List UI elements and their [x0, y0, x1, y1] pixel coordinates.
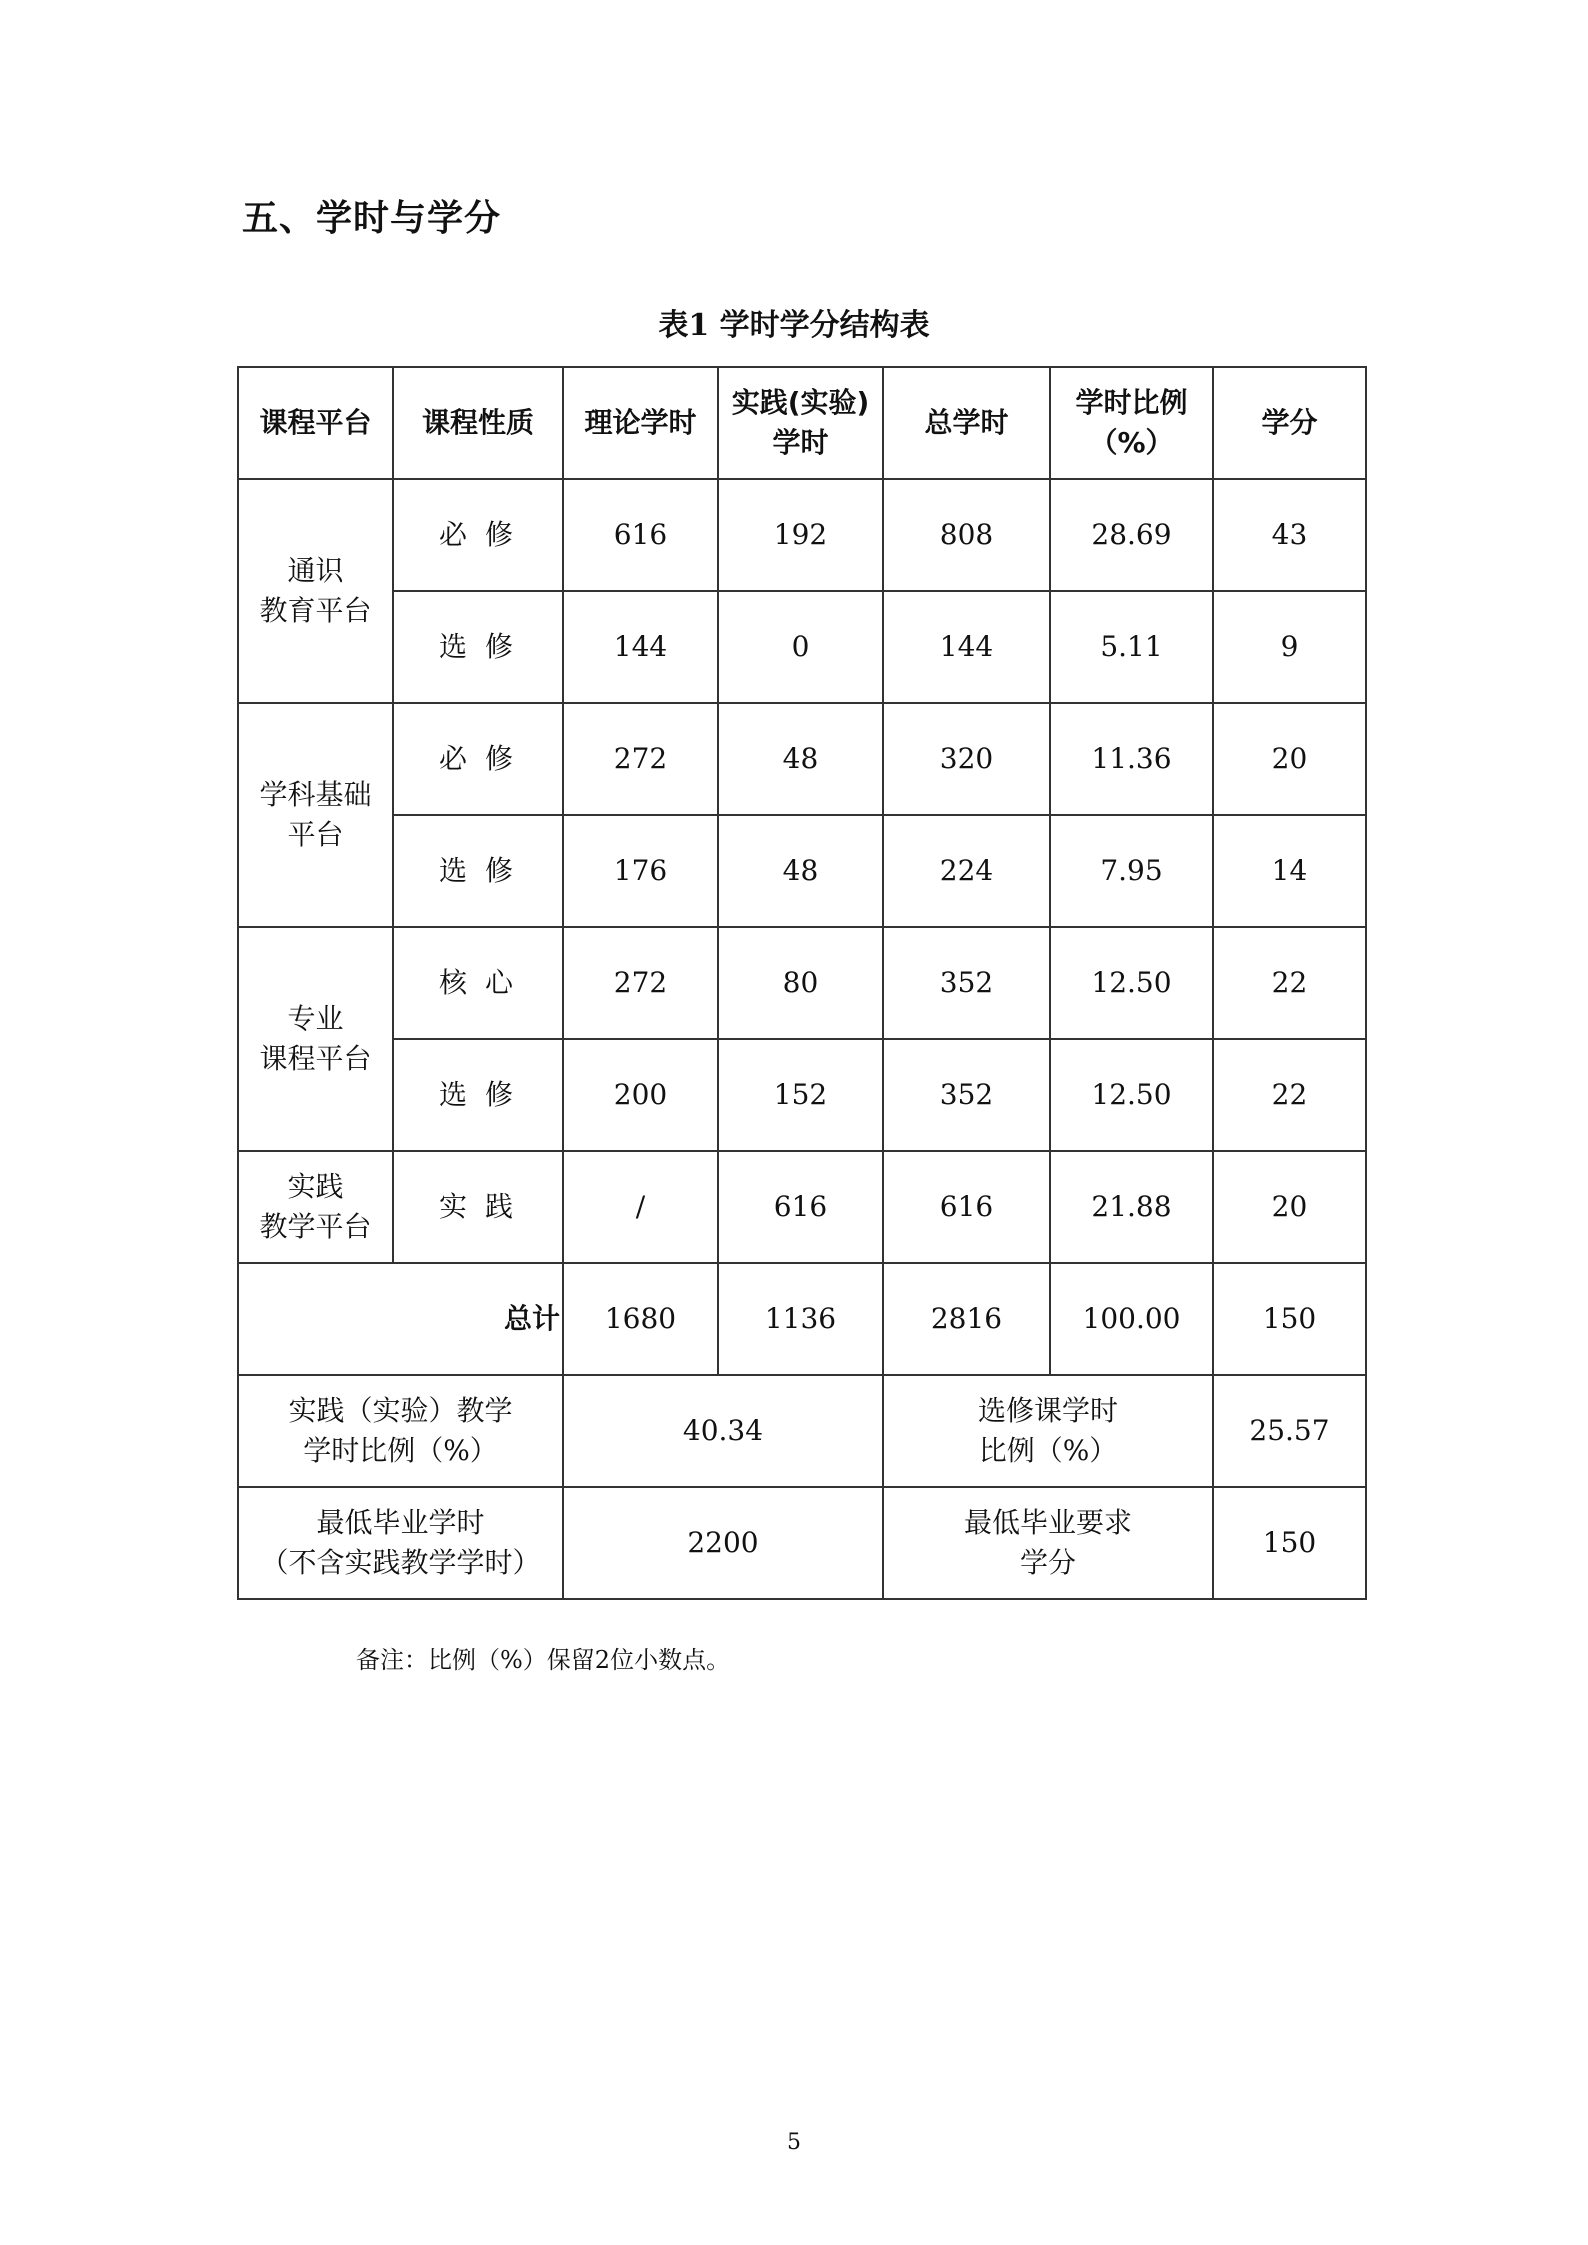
total-row	[238, 1263, 1366, 1375]
nature-cell: 实践	[393, 1151, 563, 1263]
total-ratio-cell: 100.00	[1050, 1263, 1213, 1375]
total-label: 总计	[238, 1263, 563, 1375]
credit-cell: 43	[1213, 479, 1366, 591]
table-note: 备注：比例（%）保留2位小数点。	[356, 1646, 731, 1674]
table-row	[238, 1151, 1366, 1263]
summary-row	[238, 1375, 1366, 1487]
credit-cell: 22	[1213, 927, 1366, 1039]
theory-hours-cell: 200	[563, 1039, 718, 1151]
ratio-cell: 12.50	[1050, 1039, 1213, 1151]
practice-hours-cell: 152	[718, 1039, 883, 1151]
nature-cell: 选修	[393, 591, 563, 703]
theory-hours-cell: 144	[563, 591, 718, 703]
table-caption: 表1 学时学分结构表	[658, 308, 930, 343]
total-hours-cell: 224	[883, 815, 1050, 927]
ratio-cell: 7.95	[1050, 815, 1213, 927]
table-row	[238, 479, 1366, 591]
header-cell: 课程性质	[393, 367, 563, 479]
credit-structure-table	[237, 366, 1367, 1600]
platform-cell: 实践 教学平台	[238, 1151, 393, 1263]
header-cell: 课程平台	[238, 367, 393, 479]
summary-row	[238, 1487, 1366, 1599]
total-hours-cell: 352	[883, 927, 1050, 1039]
practice-hours-cell: 192	[718, 479, 883, 591]
summary-value: 2200	[563, 1487, 883, 1599]
table-header-row	[238, 367, 1366, 479]
page-number: 5	[787, 2130, 801, 2155]
total-practice-cell: 1136	[718, 1263, 883, 1375]
theory-hours-cell: 616	[563, 479, 718, 591]
summary-label: 实践（实验）教学 学时比例（%）	[238, 1375, 563, 1487]
total-hours-cell: 616	[883, 1151, 1050, 1263]
nature-cell: 必修	[393, 703, 563, 815]
credit-cell: 9	[1213, 591, 1366, 703]
total-credit-cell: 150	[1213, 1263, 1366, 1375]
practice-hours-cell: 616	[718, 1151, 883, 1263]
table-row	[238, 1039, 1366, 1151]
header-cell: 实践(实验) 学时	[718, 367, 883, 479]
table-row	[238, 591, 1366, 703]
theory-hours-cell: 272	[563, 927, 718, 1039]
credit-cell: 14	[1213, 815, 1366, 927]
nature-cell: 必修	[393, 479, 563, 591]
credit-cell: 20	[1213, 703, 1366, 815]
credit-cell: 20	[1213, 1151, 1366, 1263]
summary-value: 150	[1213, 1487, 1366, 1599]
platform-cell: 专业 课程平台	[238, 927, 393, 1151]
table-row	[238, 815, 1366, 927]
ratio-cell: 12.50	[1050, 927, 1213, 1039]
summary-label: 最低毕业学时 （不含实践教学学时）	[238, 1487, 563, 1599]
summary-value: 40.34	[563, 1375, 883, 1487]
header-cell: 学时比例 （%）	[1050, 367, 1213, 479]
summary-label: 选修课学时 比例（%）	[883, 1375, 1213, 1487]
theory-hours-cell: /	[563, 1151, 718, 1263]
total-hours-cell: 352	[883, 1039, 1050, 1151]
total-hours-cell: 2816	[883, 1263, 1050, 1375]
ratio-cell: 21.88	[1050, 1151, 1213, 1263]
nature-cell: 核心	[393, 927, 563, 1039]
credit-cell: 22	[1213, 1039, 1366, 1151]
table-row	[238, 927, 1366, 1039]
practice-hours-cell: 48	[718, 815, 883, 927]
ratio-cell: 11.36	[1050, 703, 1213, 815]
practice-hours-cell: 48	[718, 703, 883, 815]
practice-hours-cell: 80	[718, 927, 883, 1039]
summary-value: 25.57	[1213, 1375, 1366, 1487]
table-row	[238, 703, 1366, 815]
theory-hours-cell: 272	[563, 703, 718, 815]
header-cell: 理论学时	[563, 367, 718, 479]
header-cell: 学分	[1213, 367, 1366, 479]
section-heading: 五、学时与学分	[242, 198, 502, 239]
total-hours-cell: 808	[883, 479, 1050, 591]
platform-cell: 通识 教育平台	[238, 479, 393, 703]
nature-cell: 选修	[393, 815, 563, 927]
header-cell: 总学时	[883, 367, 1050, 479]
theory-hours-cell: 176	[563, 815, 718, 927]
summary-label: 最低毕业要求 学分	[883, 1487, 1213, 1599]
ratio-cell: 28.69	[1050, 479, 1213, 591]
total-hours-cell: 320	[883, 703, 1050, 815]
ratio-cell: 5.11	[1050, 591, 1213, 703]
practice-hours-cell: 0	[718, 591, 883, 703]
total-hours-cell: 144	[883, 591, 1050, 703]
nature-cell: 选修	[393, 1039, 563, 1151]
platform-cell: 学科基础 平台	[238, 703, 393, 927]
total-theory-cell: 1680	[563, 1263, 718, 1375]
